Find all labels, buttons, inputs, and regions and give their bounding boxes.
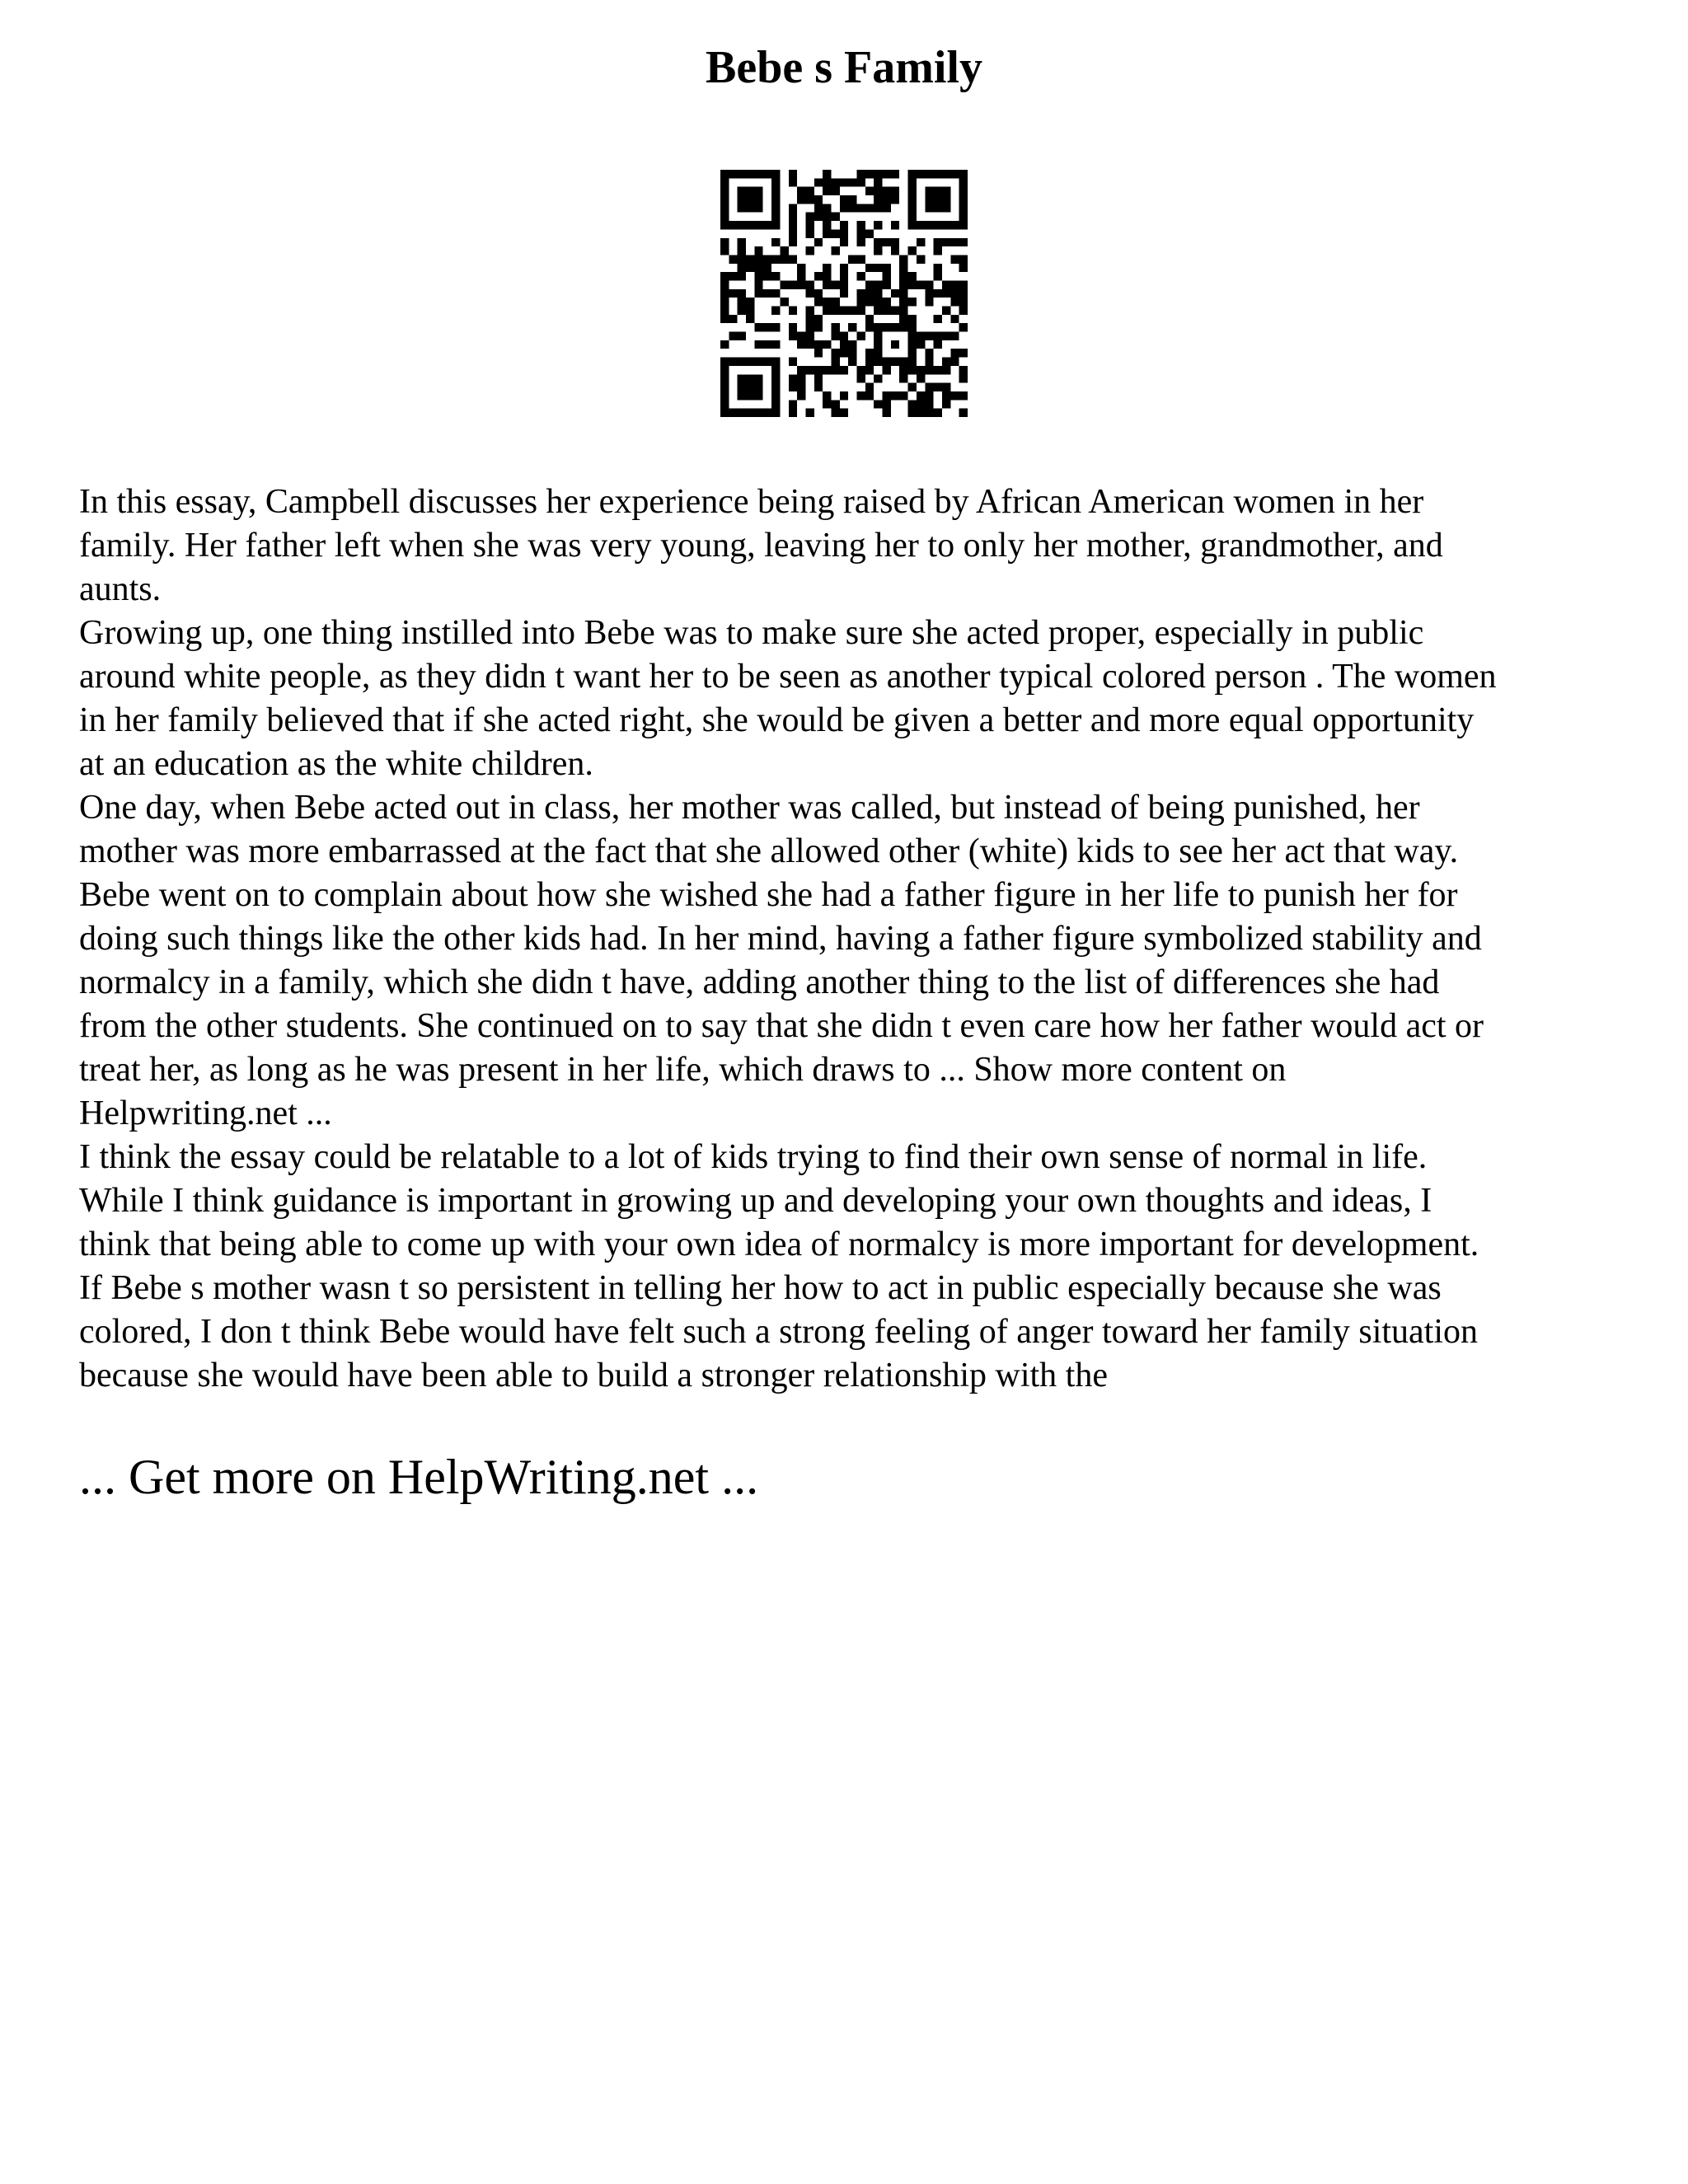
text-line: treat her, as long as he was present in her life, which draws to ... Show more content on <box>79 1051 1287 1089</box>
text-line: doing such things like the other kids had. In her mind, having a father figure symbolized stability and <box>79 920 1482 958</box>
text-line: One day, when Bebe acted out in class, her mother was called, but instead of being punished, her <box>79 789 1420 827</box>
text-line: If Bebe s mother wasn t so persistent in telling her how to act in public especially because she was <box>79 1269 1442 1307</box>
text-line: aunts. <box>79 570 162 608</box>
text-line: family. Her father left when she was very young, leaving her to only her mother, grandmother, and <box>79 527 1443 565</box>
get-more-link[interactable]: ... Get more on HelpWriting.net ... <box>79 1450 759 1504</box>
text-line: from the other students. She continued on to say that she didn t even care how her father would act or <box>79 1007 1484 1045</box>
text-line: at an education as the white children. <box>79 745 593 783</box>
text-line: normalcy in a family, which she didn t have, adding another thing to the list of differences she had <box>79 963 1440 1001</box>
text-line: Bebe went on to complain about how she wished she had a father figure in her life to punish her for <box>79 876 1458 914</box>
text-line: I think the essay could be relatable to a lot of kids trying to find their own sense of normal in life. <box>79 1138 1428 1176</box>
text-line: think that being able to come up with your own idea of normalcy is more important for development. <box>79 1226 1479 1263</box>
qr-code-icon <box>720 170 968 417</box>
qr-code-graphic <box>720 170 968 417</box>
text-line: While I think guidance is important in growing up and developing your own thoughts and ideas, I <box>79 1182 1432 1220</box>
text-line: In this essay, Campbell discusses her experience being raised by African American women in her <box>79 483 1424 521</box>
essay-body <box>79 480 1629 1398</box>
text-line: Growing up, one thing instilled into Bebe was to make sure she acted proper, especially in public <box>79 614 1424 652</box>
text-line: mother was more embarrassed at the fact that she allowed other (white) kids to see her act that way. <box>79 832 1459 870</box>
text-line: around white people, as they didn t want her to be seen as another typical colored person . The women <box>79 658 1497 696</box>
text-line: colored, I don t think Bebe would have felt such a strong feeling of anger toward her family situation <box>79 1313 1479 1351</box>
text-line: because she would have been able to build a stronger relationship with the <box>79 1357 1108 1394</box>
document-title: Bebe s Family <box>706 42 982 93</box>
text-line: Helpwriting.net ... <box>79 1094 332 1132</box>
text-line: in her family believed that if she acted right, she would be given a better and more equal opportunity <box>79 701 1475 739</box>
